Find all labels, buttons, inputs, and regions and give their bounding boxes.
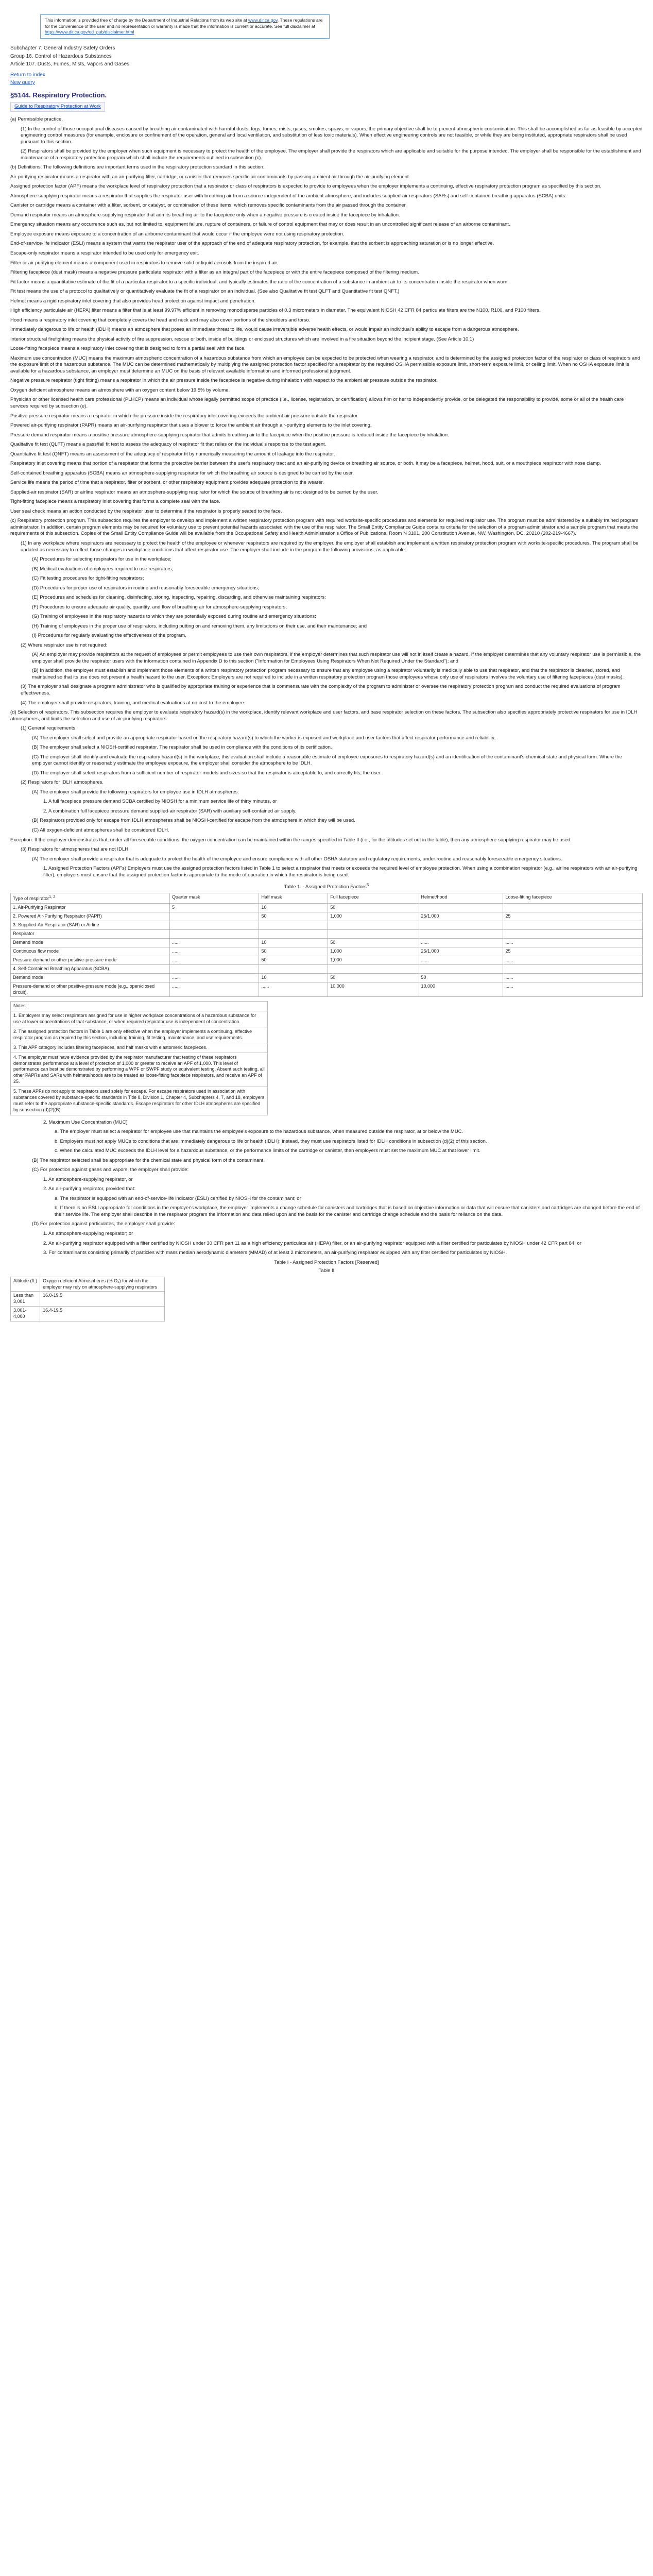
table-row: [11, 1292, 165, 1307]
paragraph: 3. For contaminants consisting primarily of particles with mass median aerodynamic diameters (MMAD) of at least 2 micrometers, an air-purifying respirator equipped with any filter certified for particulates by NIOSH.: [43, 1250, 507, 1256]
table-cell: [503, 921, 643, 929]
table-cell: 10: [259, 938, 328, 947]
header-text: Half mask: [261, 894, 282, 900]
paragraph: (I) Procedures for regularly evaluating the effectiveness of the program.: [32, 633, 186, 639]
table-cell: [503, 929, 643, 938]
table-cell: Pressure-demand or other positive-pressure mode (e.g., open/closed circuit).: [11, 982, 170, 997]
paragraph: Hood means a respiratory inlet covering that completely covers the head and neck and may also cover portions of the shoulders and torso.: [10, 317, 311, 323]
paragraph: c. When the calculated MUC exceeds the IDLH level for a hazardous substance, or the performance limits of the cartridge or canister, then employers must set the maximum MUC at that lower limit.: [55, 1148, 480, 1154]
table-cell: 1,000: [328, 947, 419, 956]
table-cell: 10: [259, 903, 328, 912]
table-cell: [328, 929, 419, 938]
paragraph: (2) Respirators for IDLH atmospheres.: [21, 779, 104, 786]
table-cell: [503, 903, 643, 912]
notes-title: Notes:: [11, 1002, 268, 1011]
paragraph: Emergency situation means any occurrence such as, but not limited to, equipment failure, rupture of containers, or failure of control equipment that may or does result in an uncontrolled significant release of an airborne contaminant.: [10, 222, 510, 228]
paragraph: (H) Training of employees in the proper use of respirators, including putting on and removing them, any limitations on their use, and their maintenance; and: [32, 623, 367, 629]
table-row: [11, 956, 643, 964]
paragraph: (D) The employer shall select respirators from a sufficient number of respirator models and sizes so that the respirator is acceptable to, and correctly fits, the user.: [32, 770, 382, 776]
table-cell: [419, 921, 503, 929]
paragraph: (3) Respirators for atmospheres that are not IDLH: [21, 846, 129, 853]
note-text: 4. The employer must have evidence provided by the respirator manufacturer that testing of these respirators demonstrates performance at a level of protection of 1,000 or greater to receive an APF of 1,000. This level of performance can best be demonstrated by performing a WPF or SWPF study or equivalent testing. Absent such testing, all other PAPRs and SARs with helmets/hoods are to be treated as loose-fitting facepiece respirators, and receive an APF of 25.: [11, 1053, 268, 1087]
table-row: [11, 912, 643, 921]
paragraph: Air-purifying respirator means a respirator with an air-purifying filter, cartridge, or canister that removes specific air contaminants by passing ambient air through the air-purifying element.: [10, 174, 410, 180]
table-cell: ......: [170, 938, 259, 947]
table-cell: 25: [503, 947, 643, 956]
table-header-cell: [503, 893, 643, 903]
paragraph: Fit test means the use of a protocol to qualitatively or quantitatively evaluate the fit of a respirator on an individual. (See also Qualitative fit test QLFT and Quantitative fit test QNFT.): [10, 289, 400, 295]
table-header-cell: [11, 893, 170, 903]
note-row: [11, 1087, 268, 1115]
paragraph: Pressure demand respirator means a positive pressure atmosphere-supplying respirator that admits breathing air to the facepiece when the positive pressure is reduced inside the facepiece by inhalation.: [10, 432, 449, 438]
paragraph: (C) All oxygen-deficient atmospheres shall be considered IDLH.: [32, 827, 169, 833]
table-header-row: [11, 1277, 165, 1292]
paragraph: Demand respirator means an atmosphere-supplying respirator that admits breathing air to the facepiece only when a negative pressure is created inside the facepiece by inhalation.: [10, 212, 400, 218]
paragraph: Escape-only respirator means a respirator intended to be used only for emergency exit.: [10, 250, 199, 256]
table-cell: 4. Self-Contained Breathing Apparatus (SCBA): [11, 964, 170, 973]
header-text: Quarter mask: [172, 894, 200, 900]
paragraph: Negative pressure respirator (tight fitting) means a respirator in which the air pressure inside the facepiece is negative during inhalation with respect to the ambient air pressure outside the respirator.: [10, 378, 438, 384]
breadcrumb-group: Group 16. Control of Hazardous Substances: [10, 53, 112, 59]
paragraph: (A) The employer shall provide a respirator that is adequate to protect the health of the employee and ensure compliance with all other OSHA statutory and regulatory requirements, under routine and reasonably foreseeable emergency situations.: [32, 856, 562, 862]
table-cell: ......: [503, 982, 643, 997]
paragraph: Respiratory inlet covering means that portion of a respirator that forms the protective barrier between the user's respiratory tract and an air-purifying device or breathing air source, or both. It may be a facepiece, helmet, hood, suit, or a mouthpiece respirator with nose clamp.: [10, 461, 602, 467]
notice-text: This information is provided free of charge by the Department of Industrial Relations from its web site at: [45, 18, 247, 23]
table-header-cell: Oxygen deficient Atmospheres (% O₂) for which the employer may rely on atmosphere-supplying respirators: [40, 1277, 165, 1292]
table-cell: [328, 921, 419, 929]
paragraph: (d) Selection of respirators. This subsection requires the employer to evaluate respiratory hazard(s) in the workplace, identify relevant workplace and user factors, and base respirator selection on these factors. The subsection also specifies appropriately protective respirators for use in IDLH atmospheres, and limits the selection and use of air-purifying respirators.: [10, 709, 638, 722]
oxygen-altitude-table: [10, 1277, 165, 1321]
paragraph: (A) An employer may provide respirators at the request of employees or permit employees to use their own respirators, if the employer determines that such respirator use will not in itself create a hazard. If the employer determines that any voluntary respirator use is permissible, the employer shall provide the respirator users with the information contained in Appendix D to this section ("Information for Employees Using Respirators When Not Required Under the Standard"); and: [32, 652, 641, 664]
paragraph: Maximum use concentration (MUC) means the maximum atmospheric concentration of a hazardous substance from which an employee can be expected to be protected when wearing a respirator, and is determined by the assigned protection factor of the respirator or class of respirators and the exposure limit of the hazardous substance. The MUC can be determined mathematically by multiplying the assigned protection factor specified for a respirator by the required OSHA permissible exposure limit, short-term exposure limit, or ceiling limit. When no OSHA exposure limit is available for a hazardous substance, an employer must determine an MUC on the basis of relevant available information and informed professional judgment.: [10, 355, 640, 374]
table-cell: 50: [419, 973, 503, 982]
paragraph: (c) Respiratory protection program. This subsection requires the employer to develop and implement a written respiratory protection program with required worksite-specific procedures and elements for required respirator use. The program must be administered by a suitably trained program administrator. In addition, certain program elements may be required for voluntary use to prevent potential hazards associated with the use of the respirator. The Small Entity Compliance Guide contains criteria for the selection of a program administrator and a sample program that meets the requirements of this subsection. Copies of the Small Entity Compliance Guide will be available from the Occupational Safety and Health Administration's Office of Publications, Room N 3101, 200 Constitution Avenue, NW, Washington, DC, 20210 (202-219-4667).: [10, 518, 639, 537]
table1-title-text: Table 1. - Assigned Protection Factors: [284, 884, 367, 890]
table-cell: ......: [503, 938, 643, 947]
table-cell: 2. Powered Air-Purifying Respirator (PAPR): [11, 912, 170, 921]
table-cell: [419, 929, 503, 938]
note-row: [11, 1043, 268, 1053]
paragraph: b. Employers must not apply MUCs to conditions that are immediately dangerous to life or health (IDLH); instead, they must use respirators listed for IDLH conditions in subsection (d)(2) of this section.: [55, 1138, 487, 1144]
table-cell: 50: [328, 903, 419, 912]
table-header-cell: [328, 893, 419, 903]
paragraph: (b) Definitions. The following definitions are important terms used in the respiratory protection standard in this section.: [10, 164, 265, 171]
table-cell: Less than 3,001: [11, 1292, 40, 1307]
table-cell: 5: [170, 903, 259, 912]
paragraph: (1) General requirements.: [21, 725, 77, 732]
table-row: [11, 982, 643, 997]
table-cell: 10,000: [419, 982, 503, 997]
paragraph: High efficiency particulate air (HEPA) filter means a filter that is at least 99.97% efficient in removing monodisperse particles of 0.3 micrometers in diameter. The equivalent NIOSH 42 CFR 84 particulate filters are the N100, R100, and P100 filters.: [10, 308, 541, 314]
table-header-cell: Altitude (ft.): [11, 1277, 40, 1292]
table-row: [11, 929, 643, 938]
paragraph: Interior structural firefighting means the physical activity of fire suppression, rescue or both, inside of buildings or enclosed structures which are involved in a fire situation beyond the incipient stage. (See Article 10.1): [10, 336, 474, 342]
table-cell: [419, 903, 503, 912]
paragraph: a. The employer must select a respirator for employee use that maintains the employee's exposure to the hazardous substance, when measured outside the respirator, at or below the MUC.: [55, 1129, 463, 1135]
paragraph: 1. An atmosphere-supplying respirator, or: [43, 1176, 133, 1182]
assigned-protection-factors-table: [10, 893, 643, 997]
table-cell: [259, 964, 328, 973]
table-cell: 1,000: [328, 912, 419, 921]
table2-title: Table II: [318, 1268, 335, 1274]
paragraph: Exception: If the employer demonstrates that, under all foreseeable conditions, the oxygen concentration can be maintained within the ranges specified in Table II (i.e., for the altitudes set out in the table), then any atmosphere-supplying respirator may be used.: [10, 837, 572, 843]
table-cell: 1,000: [328, 956, 419, 964]
table-cell: 25/1,000: [419, 947, 503, 956]
table-cell: [170, 929, 259, 938]
paragraph: Assigned protection factor (APF) means the workplace level of respiratory protection that a respirator or class of respirators is expected to provide to employees when the employer implements a continuing, effective respiratory protection program as specified by this section.: [10, 183, 602, 190]
paragraph: Self-contained breathing apparatus (SCBA) means an atmosphere-supplying respirator for which the breathing air source is designed to be carried by the user.: [10, 470, 354, 476]
header-text: Helmet/hood: [421, 894, 448, 900]
paragraph: Supplied-air respirator (SAR) or airline respirator means an atmosphere-supplying respirator for which the source of breathing air is not designed to be carried by the user.: [10, 489, 379, 495]
table-cell: 50: [259, 956, 328, 964]
paragraph: (2) Where respirator use is not required:: [21, 642, 108, 648]
paragraph: (A) The employer shall provide the following respirators for employee use in IDLH atmospheres:: [32, 789, 239, 795]
paragraph: (D) Procedures for proper use of respirators in routine and reasonably foreseeable emergency situations;: [32, 585, 259, 591]
paragraph: Filter or air purifying element means a component used in respirators to remove solid or liquid aerosols from the inspired air.: [10, 260, 279, 266]
table-cell: ......: [259, 982, 328, 997]
table-cell: ......: [170, 982, 259, 997]
table-cell: ......: [419, 956, 503, 964]
guide-link[interactable]: Guide to Respiratory Protection at Work: [14, 104, 101, 109]
disclaimer-notice: [40, 14, 330, 39]
paragraph: Quantitative fit test (QNFT) means an assessment of the adequacy of respirator fit by numerically measuring the amount of leakage into the respirator.: [10, 451, 335, 457]
paragraph: Employee exposure means exposure to a concentration of an airborne contaminant that would occur if the employee were not using respiratory protection.: [10, 231, 345, 237]
paragraph: (B) Medical evaluations of employees required to use respirators;: [32, 566, 174, 572]
header-text: Loose-fitting facepiece: [505, 894, 552, 900]
note-text: 1. Employers may select respirators assigned for use in higher workplace concentrations of a hazardous substance for use at lower concentrations of that substance, or when required respirator use is independent of concentration.: [11, 1011, 268, 1027]
paragraph: 2. An air-purifying respirator equipped with a filter certified by NIOSH under 30 CFR part 11 as a high efficiency particulate air (HEPA) filter, or an air-purifying respirator equipped with a filter certified for particulates by NIOSH under 42 CFR part 84; or: [43, 1240, 581, 1246]
table-cell: ......: [419, 938, 503, 947]
paragraph: (C) The employer shall identify and evaluate the respiratory hazard(s) in the workplace; this evaluation shall include a reasonable estimate of employee exposures to respiratory hazard(s) and an identification of the contaminant's chemical state and physical form. Where the employer cannot identify or reasonably estimate the employee exposure, the employer shall consider the atmosphere to be IDLH.: [32, 754, 622, 767]
note-row: [11, 1027, 268, 1043]
table-row: [11, 973, 643, 982]
breadcrumb: [10, 44, 129, 69]
note-text: 3. This APF category includes filtering facepieces, and half masks with elastomeric facepieces.: [11, 1043, 268, 1053]
paragraph: Filtering facepiece (dust mask) means a negative pressure particulate respirator with a filter as an integral part of the facepiece or with the entire facepiece composed of the filtering medium.: [10, 269, 419, 276]
table-header-cell: [419, 893, 503, 903]
table1-notes: [10, 1001, 268, 1115]
paragraph: (C) For protection against gases and vapors, the employer shall provide:: [32, 1167, 189, 1173]
table-cell: 50: [328, 973, 419, 982]
table-row: [11, 938, 643, 947]
table-cell: 16.0-19.5: [40, 1292, 165, 1307]
paragraph: (D) For protection against particulates, the employer shall provide:: [32, 1221, 175, 1227]
table-cell: 10,000: [328, 982, 419, 997]
disclaimer-link[interactable]: https://www.dir.ca.gov/od_pub/disclaimer.html: [45, 29, 134, 35]
header-text: Full facepiece: [330, 894, 359, 900]
paragraph: Powered air-purifying respirator (PAPR) means an air-purifying respirator that uses a blower to force the ambient air through air-purifying elements to the inlet covering.: [10, 422, 372, 429]
table-cell: 3,001-4,000: [11, 1307, 40, 1321]
paragraph: Oxygen deficient atmosphere means an atmosphere with an oxygen content below 19.5% by volume.: [10, 387, 230, 393]
table-cell: ......: [503, 956, 643, 964]
paragraph: (E) Procedures and schedules for cleaning, disinfecting, storing, inspecting, repairing, discarding, and otherwise maintaining respirators;: [32, 595, 326, 601]
paragraph: (3) The employer shall designate a program administrator who is qualified by appropriate training or experience that is commensurate with the complexity of the program to administer or oversee the respiratory protection program and conduct the required evaluations of program effectiveness.: [21, 684, 621, 696]
table-row: [11, 903, 643, 912]
table-cell: [259, 921, 328, 929]
paragraph: User seal check means an action conducted by the respirator user to determine if the respirator is properly seated to the face.: [10, 508, 282, 514]
paragraph: Helmet means a rigid respiratory inlet covering that also provides head protection against impact and penetration.: [10, 298, 256, 304]
table-cell: Continuous flow mode: [11, 947, 170, 956]
paragraph: Fit factor means a quantitative estimate of the fit of a particular respirator to a specific individual, and typically estimates the ratio of the concentration of a substance in ambient air to its concentration inside the respirator when worn.: [10, 279, 509, 285]
table-cell: Pressure-demand or other positive-pressure mode: [11, 956, 170, 964]
table-cell: [419, 964, 503, 973]
table1-reserved: Table I - Assigned Protection Factors [Reserved]: [274, 1259, 379, 1265]
notice-text-2: . These regulations are for the convenience of the user and no representation or warranty is made that the information is current or accurate. See full disclaimer at: [45, 18, 323, 29]
paragraph: (A) Procedures for selecting respirators for use in the workplace;: [32, 556, 171, 563]
paragraph: 2. Maximum Use Concentration (MUC): [43, 1119, 128, 1125]
paragraph-list-2: [10, 1120, 643, 1257]
breadcrumb-article: Article 107. Dusts, Fumes, Mists, Vapors and Gases: [10, 61, 130, 67]
table-cell: ......: [170, 947, 259, 956]
table-cell: [503, 964, 643, 973]
table-cell: [170, 921, 259, 929]
header-text: Type of respirator: [13, 895, 49, 901]
nav-links: [10, 71, 45, 87]
paragraph: (1) In the control of those occupational diseases caused by breathing air contaminated with harmful dusts, fogs, fumes, mists, gases, smokes, sprays, or vapors, the primary objective shall be to prevent atmospheric contamination. This shall be accomplished as far as feasible by accepted engineering control measures (for example, enclosure or confinement of the operation, general and local ventilation, and substitution of less toxic materials). When effective engineering controls are not feasible, or while they are being instituted, appropriate respirators shall be used pursuant to this section.: [21, 126, 643, 145]
paragraph: Immediately dangerous to life or health (IDLH) means an atmosphere that poses an immediate threat to life, would cause irreversible adverse health effects, or would impair an individual's ability to escape from a dangerous atmosphere.: [10, 327, 519, 333]
table-cell: [259, 929, 328, 938]
note-text: 2. The assigned protection factors in Table 1 are only effective when the employer implements a continuing, effective respirator program as required by this section, including training, fit testing, maintenance, and use requirements.: [11, 1027, 268, 1043]
paragraph: Atmosphere-supplying respirator means a respirator that supplies the respirator user with breathing air from a source independent of the ambient atmosphere, and includes supplied-air respirators (SARs) and self-contained breathing apparatus (SCBA) units.: [10, 193, 566, 199]
note-text: 5. These APFs do not apply to respirators used solely for escape. For escape respirators used in association with substances covered by substance-specific standards in Title 8, Division 1, Chapter 4, Subchapters 4, 7, and 18, employers must refer to the appropriate substance-specific standards. Escape respirators for other IDLH atmospheres are specified by subsection (d)(2)(B).: [11, 1087, 268, 1115]
paragraph: Physician or other licensed health care professional (PLHCP) means an individual whose legally permitted scope of practice (i.e., license, registration, or certification) allows him or her to independently provide, or be delegated the responsibility to provide, some or all of the health care services required by subsection (e).: [10, 397, 624, 409]
table-row: [11, 964, 643, 973]
table-row: [11, 947, 643, 956]
table-cell: 25/1,000: [419, 912, 503, 921]
table-cell: 10: [259, 973, 328, 982]
table-row: [11, 1307, 165, 1321]
page-title: §5144. Respiratory Protection.: [10, 91, 107, 99]
table-cell: Respirator: [11, 929, 170, 938]
paragraph: a. The respirator is equipped with an end-of-service-life indicator (ESLI) certified by NIOSH for the contaminant; or: [55, 1195, 301, 1201]
table-cell: 16.4-19.5: [40, 1307, 165, 1321]
paragraph: Qualitative fit test (QLFT) means a pass/fail fit test to assess the adequacy of respirator fit that relies on the individual's response to the test agent.: [10, 442, 326, 448]
table-cell: [170, 912, 259, 921]
table1-title: [10, 883, 643, 891]
table-cell: 1. Air-Purifying Respirator: [11, 903, 170, 912]
table-cell: 50: [259, 912, 328, 921]
table-cell: ......: [170, 973, 259, 982]
paragraph: Loose-fitting facepiece means a respiratory inlet covering that is designed to form a partial seal with the face.: [10, 346, 246, 352]
table-row: [11, 921, 643, 929]
paragraph: (A) The employer shall select and provide an appropriate respirator based on the respiratory hazard(s) to which the worker is exposed and workplace and user factors that affect respirator performance and reliability.: [32, 735, 495, 741]
table-header-cell: [170, 893, 259, 903]
table-cell: 50: [259, 947, 328, 956]
paragraph: (C) Fit testing procedures for tight-fitting respirators;: [32, 575, 144, 582]
paragraph: 1. A full facepiece pressure demand SCBA certified by NIOSH for a minimum service life of thirty minutes, or: [43, 799, 277, 805]
paragraph: Tight-fitting facepiece means a respiratory inlet covering that forms a complete seal with the face.: [10, 499, 220, 505]
dir-website-link[interactable]: www.dir.ca.gov: [248, 18, 278, 23]
table-header-cell: [259, 893, 328, 903]
note-row: [11, 1053, 268, 1087]
table-cell: ......: [503, 973, 643, 982]
table-cell: ......: [170, 956, 259, 964]
table-cell: [170, 964, 259, 973]
paragraph: Canister or cartridge means a container with a filter, sorbent, or catalyst, or combination of these items, which removes specific contaminants from the air passed through the container.: [10, 202, 407, 209]
paragraph: 2. A combination full facepiece pressure demand supplied-air respirator (SAR) with auxiliary self-contained air supply.: [43, 808, 297, 814]
table-cell: Demand mode: [11, 973, 170, 982]
notes-title-row: [11, 1002, 268, 1011]
table-cell: 50: [328, 938, 419, 947]
paragraph: End-of-service-life indicator (ESLI) means a system that warns the respirator user of the approach of the end of adequate respiratory protection, for example, that the sorbent is approaching saturation or is no longer effective.: [10, 241, 494, 247]
table-cell: Demand mode: [11, 938, 170, 947]
paragraph-list: [10, 116, 643, 878]
paragraph: (G) Training of employees in the respiratory hazards to which they are potentially exposed during routine and emergency situations;: [32, 614, 316, 620]
header-footnote: 1, 2: [49, 894, 56, 899]
paragraph: 2. An air-purifying respirator, provided that:: [43, 1186, 136, 1192]
table-cell: 3. Supplied-Air Respirator (SAR) or Airline: [11, 921, 170, 929]
paragraph: (F) Procedures to ensure adequate air quality, quantity, and flow of breathing air for atmosphere-supplying respirators;: [32, 604, 287, 610]
paragraph: (B) The respirator selected shall be appropriate for the chemical state and physical form of the contaminant.: [32, 1157, 265, 1163]
regulation-body: [10, 116, 643, 1324]
paragraph: 1. Assigned Protection Factors (APFs) Employers must use the assigned protection factors listed in Table 1 to select a respirator that meets or exceeds the required level of employee protection. When using a combination respirator (e.g., airline respirators with an air-purifying filter), employers must ensure that the assigned protection factor is appropriate to the mode of operation in which the respirator is being used.: [43, 866, 638, 878]
table-cell: [328, 964, 419, 973]
paragraph: (B) The employer shall select a NIOSH-certified respirator. The respirator shall be used in compliance with the conditions of its certification.: [32, 744, 332, 751]
paragraph: 1. An atmosphere-supplying respirator; or: [43, 1230, 133, 1236]
paragraph: Positive pressure respirator means a respirator in which the pressure inside the respiratory inlet covering exceeds the ambient air pressure outside the respirator.: [10, 413, 359, 419]
paragraph: (B) In addition, the employer must establish and implement those elements of a written respiratory protection program necessary to ensure that any employee using a respirator voluntarily is medically able to use that respirator, and that the respirator is cleaned, stored, and maintained so that its use does not present a health hazard to the user. Exception: Employers are not required to include in a written respiratory protection program those employees whose only use of respirators involves the voluntary use of filtering facepieces (dust masks).: [32, 668, 624, 680]
table1-title-sup: 5: [366, 883, 369, 888]
paragraph: (4) The employer shall provide respirators, training, and medical evaluations at no cost to the employee.: [21, 700, 245, 706]
paragraph: (a) Permissible practice.: [10, 116, 63, 122]
table-cell: 25: [503, 912, 643, 921]
breadcrumb-subchapter: Subchapter 7. General Industry Safety Orders: [10, 45, 115, 51]
guide-box: [10, 102, 105, 112]
paragraph: b. If there is no ESLI appropriate for conditions in the employer's workplace, the employer implements a change schedule for canisters and cartridges that is based on objective information or data that will ensure that canisters and cartridges are changed before the end of their service life. The employer shall describe in the respirator program the information and data relied upon and the basis for the canister and cartridge change schedule and the basis for reliance on the data.: [55, 1205, 640, 1217]
paragraph: (2) Respirators shall be provided by the employer when such equipment is necessary to protect the health of the employee. The employer shall provide the respirators which are applicable and suitable for the purpose intended. The employer shall be responsible for the establishment and maintenance of a respiratory protection program which shall include the requirements outlined in subsection (c).: [21, 148, 641, 161]
paragraph: (B) Respirators provided only for escape from IDLH atmospheres shall be NIOSH-certified for escape from the atmosphere in which they will be used.: [32, 818, 355, 824]
note-row: [11, 1011, 268, 1027]
paragraph: Service life means the period of time that a respirator, filter or sorbent, or other respiratory equipment provides adequate protection to the wearer.: [10, 480, 324, 486]
table-header-row: [11, 893, 643, 903]
paragraph: (1) In any workplace where respirators are necessary to protect the health of the employee or whenever respirators are required by the employer, the employer shall establish and implement a written respiratory protection program with worksite-specific procedures. The program shall be updated as necessary to reflect those changes in workplace conditions that affect respirator use. The employer shall include in the program the following provisions, as applicable:: [21, 540, 639, 553]
return-to-index-link[interactable]: Return to index: [10, 72, 45, 78]
new-query-link[interactable]: New query: [10, 80, 35, 86]
